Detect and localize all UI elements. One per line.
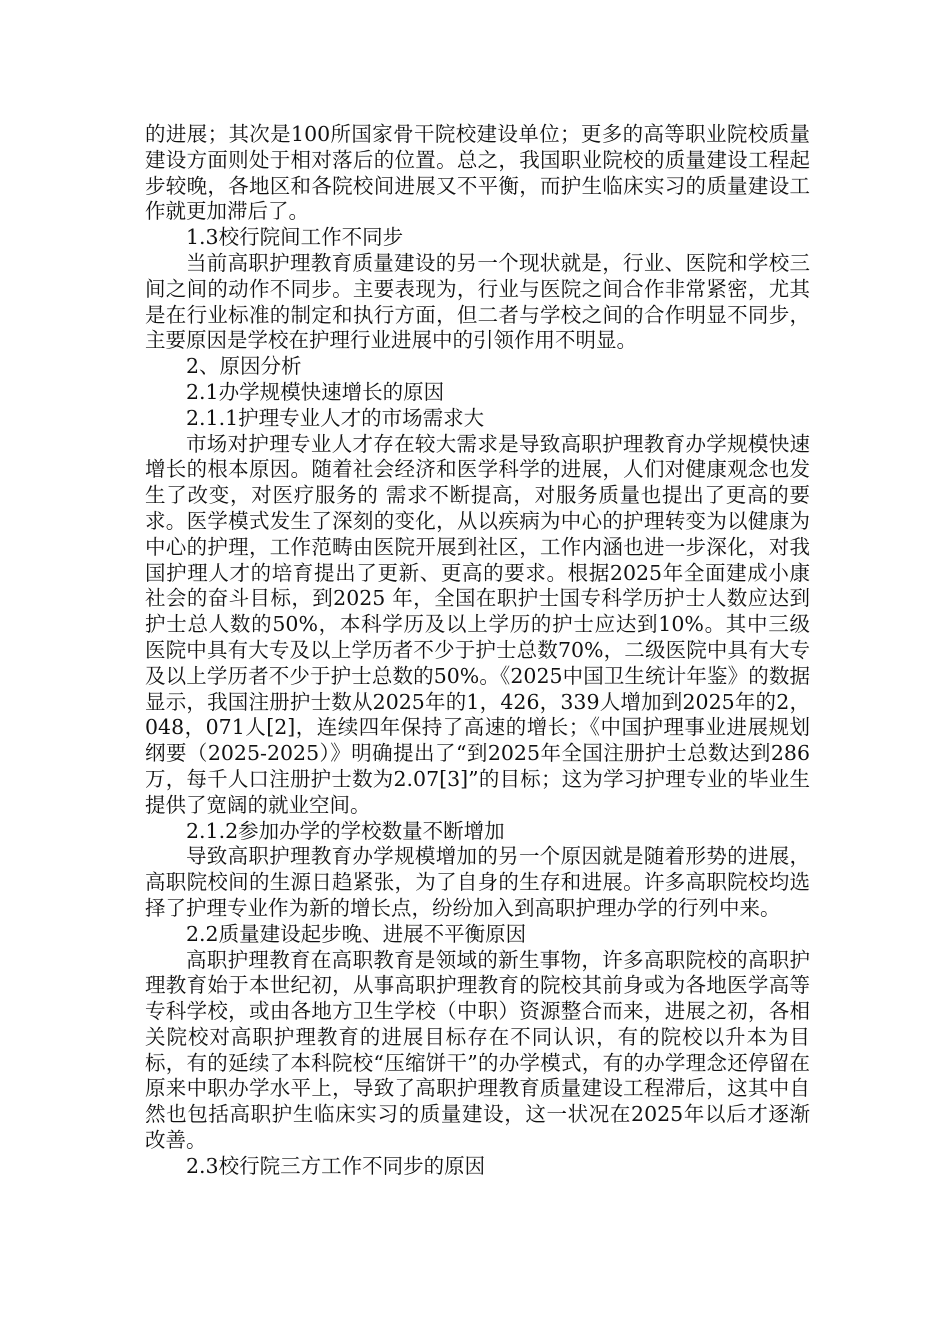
- section-heading-2-1: 2.1办学规模快速增长的原因: [186, 379, 445, 404]
- paragraph-late-start: 高职护理教育在高职教育是领域的新生事物，许多高职院校的高职护理教育始于本世纪初，从事高职护理教育的院校其前身或为各地医学高等专科学校，或由各地方卫生学校（中职）资源整合而来，进展之初，各相关院校对高职护理教育的进展目标存在不同认识，有的院校以升本为目标，有的延续了本科院校“压缩饼干”的办学模式，有的办学理念还停留在原来中职办学水平上，导致了高职护理教育质量建设工程滞后，这其中自然也包括高职护生临床实习的质量建设，这一状况在2025年以后才逐渐改善。: [145, 947, 810, 1153]
- section-heading-2-1-2: 2.1.2参加办学的学校数量不断增加: [186, 818, 505, 843]
- paragraph-school-count: 导致高职护理教育办学规模增加的另一个原因就是随着形势的进展，高职院校间的生源日趋紧张，为了自身的生存和进展。许多高职院校均选择了护理专业作为新的增长点，纷纷加入到高职护理办学的行列中来。: [145, 844, 810, 920]
- section-heading-2: 2、原因分析: [186, 354, 302, 379]
- section-heading-2-3: 2.3校行院三方工作不同步的原因: [186, 1153, 486, 1178]
- paragraph-market-demand: 市场对护理专业人才存在较大需求是导致高职护理教育办学规模快速增长的根本原因。随着社会经济和医学科学的进展，人们对健康观念也发生了改变，对医疗服务的 需求不断提高，对服务质量也提出了更高的要求。医学模式发生了深刻的变化，从以疾病为中心的护理转变为以健康为中心的护理，工作范畴由医院开展到社区，工作内涵也进一步深化，对我国护理人才的培育提出了更新、更高的要求。根据2025年全面建成小康社会的奋斗目标，到2025 年，全国在职护士国专科学历护士人数应达到护士总人数的50%，本科学历及以上学历的护士应达到10%。其中三级医院中具有大专及以上学历者不少于护士总数70%，二级医院中具有大专及以上学历者不少于护士总数的50%。《2025中国卫生统计年鉴》的数据显示，我国注册护士数从2025年的1，426，339人增加到2025年的2，048，071人[2]，连续四年保持了高速的增长；《中国护理事业进展规划纲要（2025-2025）》明确提出了“到2025年全国注册护士总数达到286万，每千人口注册护士数为2.07[3]”的目标；这为学习护理专业的毕业生提供了宽阔的就业空间。: [145, 431, 810, 817]
- section-heading-2-2: 2.2质量建设起步晚、进展不平衡原因: [186, 921, 527, 946]
- section-heading-2-1-1: 2.1.1护理专业人才的市场需求大: [186, 405, 485, 430]
- document-page: [145, 122, 810, 1180]
- paragraph-progress-summary: 的进展；其次是100所国家骨干院校建设单位；更多的高等职业院校质量建设方面则处于相对落后的位置。总之，我国职业院校的质量建设工程起步较晚，各地区和各院校间进展又不平衡，而护生临床实习的质量建设工作就更加滞后了。: [145, 122, 810, 224]
- paragraph-not-synchronized: 当前高职护理教育质量建设的另一个现状就是，行业、医院和学校三间之间的动作不同步。主要表现为，行业与医院之间合作非常紧密，尤其是在行业标准的制定和执行方面，但二者与学校之间的合作明显不同步，主要原因是学校在护理行业进展中的引领作用不明显。: [145, 250, 810, 353]
- section-heading-1-3: 1.3校行院间工作不同步: [186, 225, 404, 250]
